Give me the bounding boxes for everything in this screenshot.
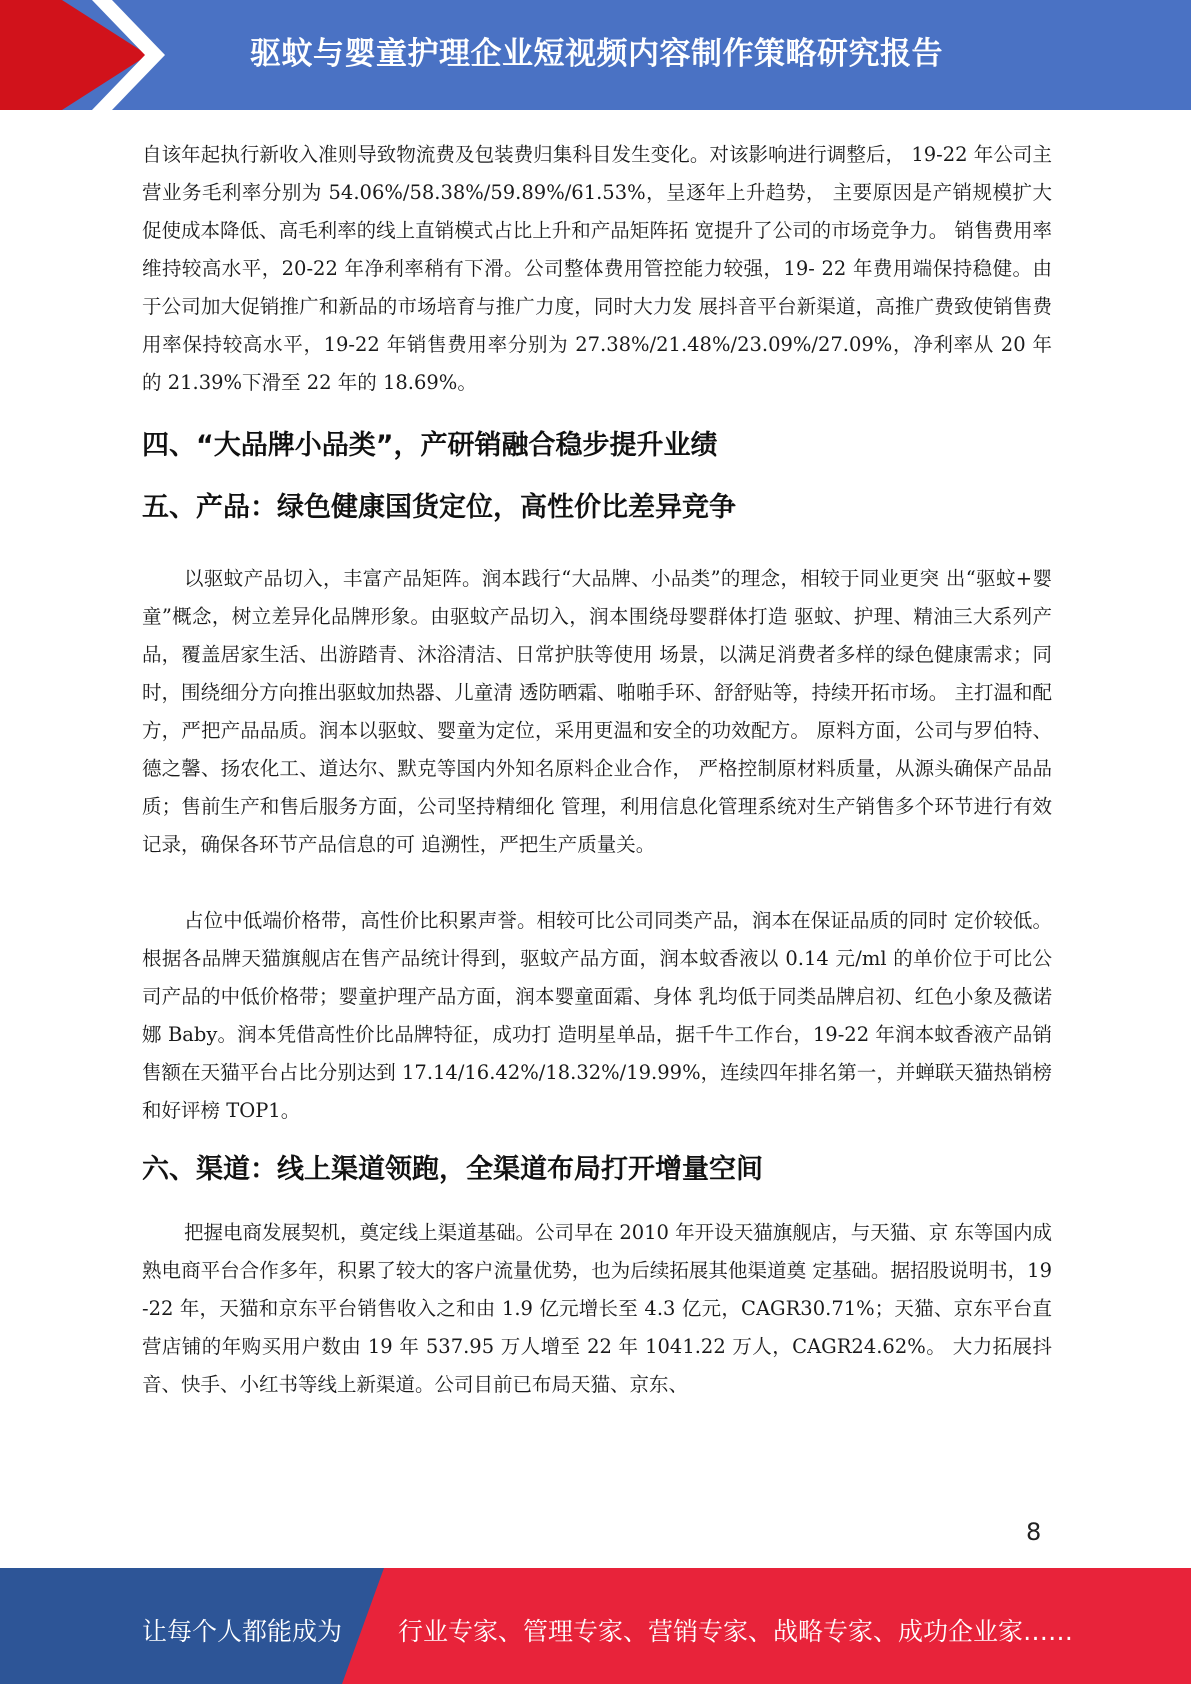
paragraph-margin-analysis: 自该年起执行新收入准则导致物流费及包装费归集科目发生变化。对该影响进行调整后， 19-22 年公司主营业务毛利率分别为 54.06%/58.38%/59.89%/61.53%，呈逐年上升趋势， 主要原因是产销规模扩大促使成本降低、高毛利率的线上直销模式占比上升和产品矩阵拓 宽提升了公司的市场竞争力。 销售费用率维持较高水平，20-22 年净利率稍有下滑。公司整体费用管控能力较强，19- 22 年费用端保持稳健。由于公司加大促销推广和新品的市场培育与推广力度，同时大力发 展抖音平台新渠道，高推广费致使销售费用率保持较高水平，19-22 年销售费用率分别为 27.38%/21.48%/23.09%/27.09%，净利率从 20 年的 21.39%下滑至 22 年的 18.69%。	[142, 143, 1052, 394]
page-number: 8	[1026, 1518, 1042, 1546]
section-heading-6: 六、渠道：线上渠道领跑，全渠道布局打开增量空间	[142, 1154, 763, 1185]
page-footer	[0, 1568, 1191, 1684]
document-title: 驱蚊与婴童护理企业短视频内容制作策略研究报告	[250, 36, 943, 72]
main-content	[142, 136, 1052, 1404]
page-header	[0, 0, 1191, 110]
footer-slogan-right: 行业专家、管理专家、营销专家、战略专家、成功企业家……	[398, 1617, 1074, 1646]
footer-slogan-left: 让每个人都能成为	[142, 1617, 343, 1646]
paragraph-pricing: 占位中低端价格带，高性价比积累声誉。相较可比公司同类产品，润本在保证品质的同时 定价较低。根据各品牌天猫旗舰店在售产品统计得到，驱蚊产品方面，润本蚊香液以 0.14 元/ml 的单价位于可比公司产品的中低价格带；婴童护理产品方面，润本婴童面霜、身体 乳均低于同类品牌启初、红色小象及薇诺娜 Baby。润本凭借高性价比品牌特征，成功打 造明星单品，据千牛工作台，19-22 年润本蚊香液产品销售额在天猫平台占比分别达到 17.14/16.42%/18.32%/19.99%，连续四年排名第一，并蝉联天猫热销榜和好评榜 TOP1。	[142, 909, 1052, 1122]
paragraph-channels: 把握电商发展契机，奠定线上渠道基础。公司早在 2010 年开设天猫旗舰店，与天猫、京 东等国内成熟电商平台合作多年，积累了较大的客户流量优势，也为后续拓展其他渠道奠 定基础。据招股说明书，19-22 年，天猫和京东平台销售收入之和由 1.9 亿元增长至 4.3 亿元，CAGR30.71%；天猫、京东平台直营店铺的年购买用户数由 19 年 537.95 万人增至 22 年 1041.22 万人，CAGR24.62%。 大力拓展抖音、快手、小红书等线上新渠道。公司目前已布局天猫、京东、	[142, 1221, 1052, 1396]
paragraph-product-matrix: 以驱蚊产品切入，丰富产品矩阵。润本践行“大品牌、小品类”的理念，相较于同业更突 出“驱蚊+婴童”概念，树立差异化品牌形象。由驱蚊产品切入，润本围绕母婴群体打造 驱蚊、护理、精油三大系列产品，覆盖居家生活、出游踏青、沐浴清洁、日常护肤等使用 场景，以满足消费者多样的绿色健康需求；同时，围绕细分方向推出驱蚊加热器、儿童清 透防晒霜、啪啪手环、舒舒贴等，持续开拓市场。 主打温和配方，严把产品品质。润本以驱蚊、婴童为定位，采用更温和安全的功效配方。 原料方面，公司与罗伯特、德之馨、扬农化工、道达尔、默克等国内外知名原料企业合作， 严格控制原材料质量，从源头确保产品品质；售前生产和售后服务方面，公司坚持精细化 管理，利用信息化管理系统对生产销售多个环节进行有效记录，确保各环节产品信息的可 追溯性，严把生产质量关。	[142, 567, 1052, 856]
section-heading-5: 五、产品：绿色健康国货定位，高性价比差异竞争	[142, 492, 736, 523]
section-heading-4: 四、“大品牌小品类”，产研销融合稳步提升业绩	[142, 430, 718, 461]
